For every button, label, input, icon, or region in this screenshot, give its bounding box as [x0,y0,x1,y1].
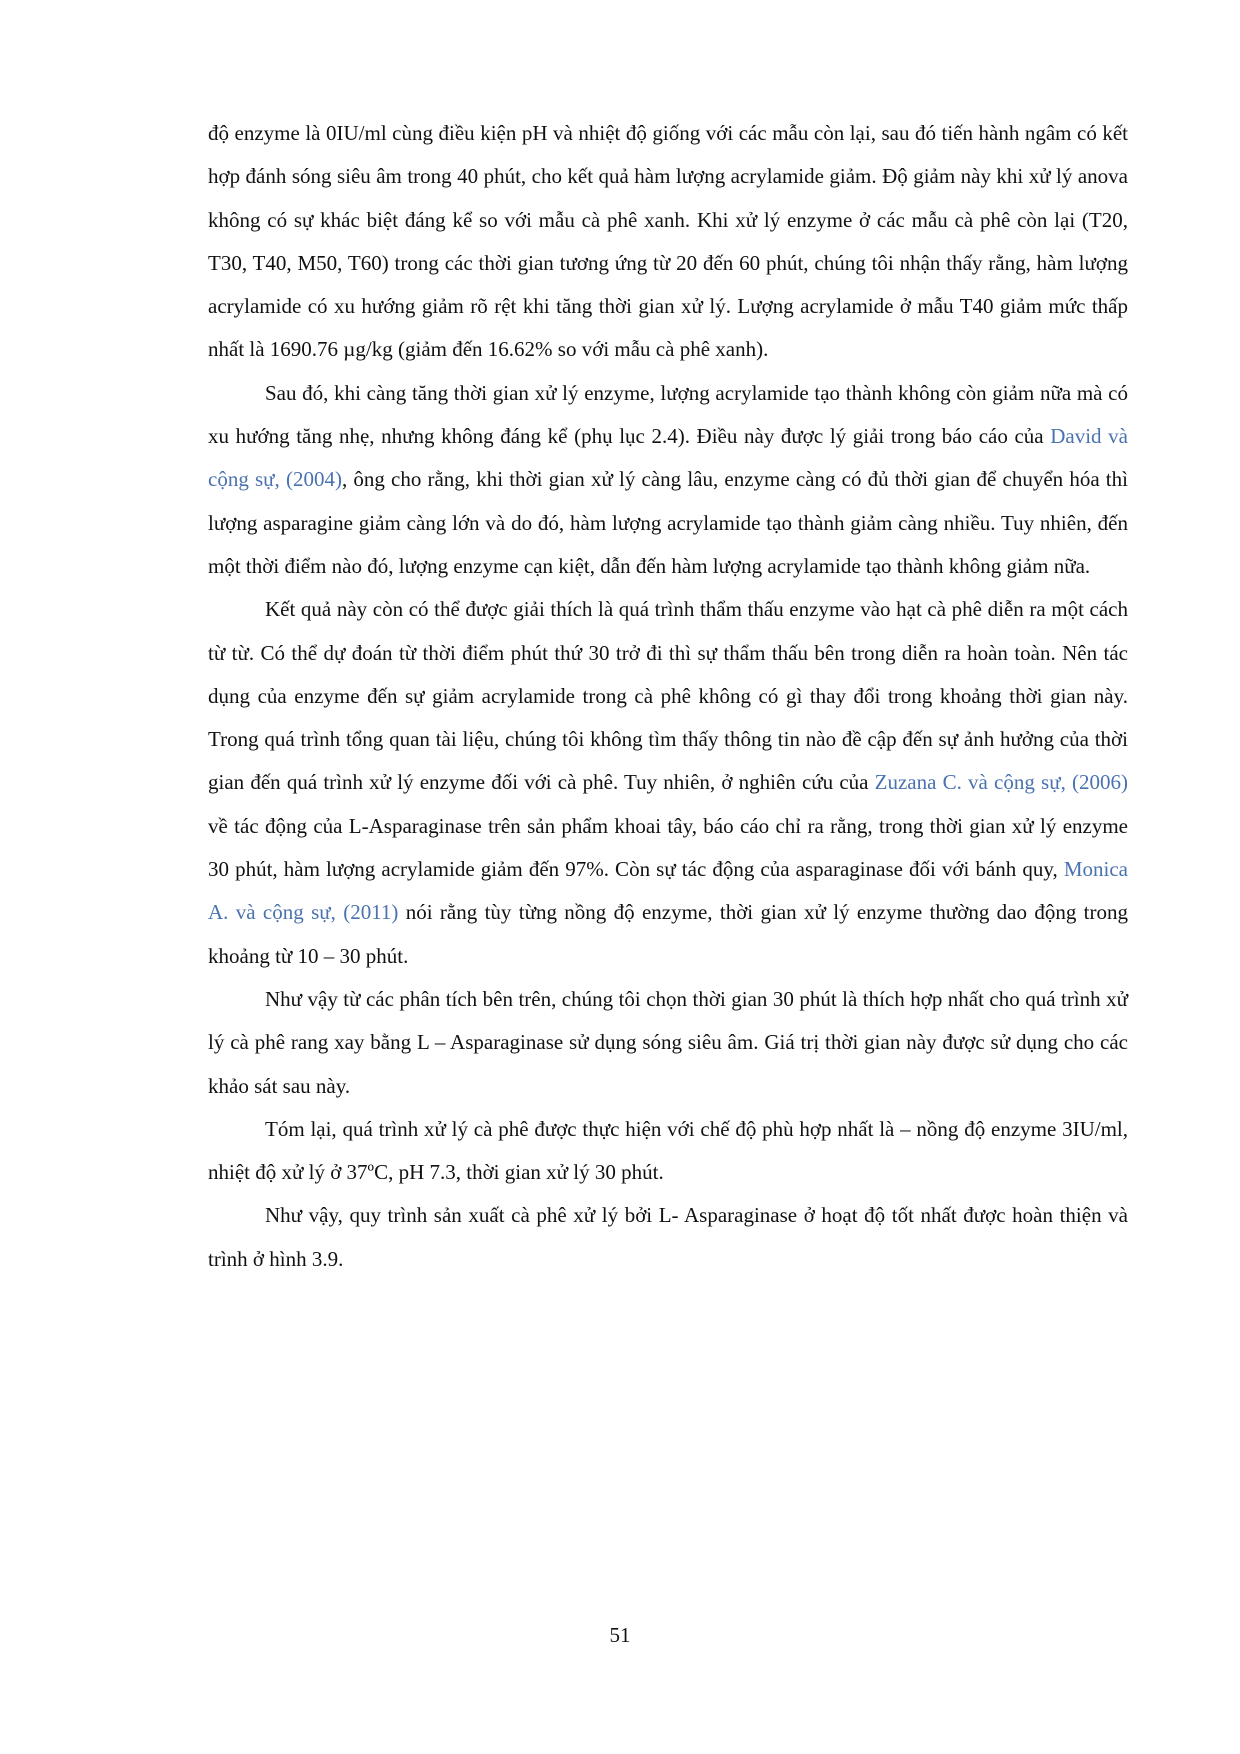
paragraph [208,372,1128,588]
paragraph-text: , ông cho rằng, khi thời gian xử lý càng lâu, enzyme càng có đủ thời gian để chuyển hóa thì lượng asparagine giảm càng lớn và do đó, hàm lượng acrylamide tạo thành giảm càng nhiều. Tuy nhiên, đến một thời điểm nào đó, lượng enzyme cạn kiệt, dẫn đến hàm lượng acrylamide tạo thành không giảm nữa. [208,467,1128,578]
paragraph [208,978,1128,1108]
page-body [208,112,1128,1281]
paragraph-text: độ enzyme là 0IU/ml cùng điều kiện pH và nhiệt độ giống với các mẫu còn lại, sau đó tiến hành ngâm có kết hợp đánh sóng siêu âm trong 40 phút, cho kết quả hàm lượng acrylamide giảm. Độ giảm này khi xử lý anova không có sự khác biệt đáng kể so với mẫu cà phê xanh. Khi xử lý enzyme ở các mẫu cà phê còn lại (T20, T30, T40, M50, T60) trong các thời gian tương ứng từ 20 đến 60 phút, chúng tôi nhận thấy rằng, hàm lượng acrylamide có xu hướng giảm rõ rệt khi tăng thời gian xử lý. Lượng acrylamide ở mẫu T40 giảm mức thấp nhất là 1690.76 µg/kg (giảm đến 16.62% so với mẫu cà phê xanh). [208,121,1128,362]
paragraph [208,1194,1128,1281]
citation-link[interactable]: David và cộng sự, (2004) [208,424,1128,492]
paragraph-text: Như vậy, quy trình sản xuất cà phê xử lý bởi L- Asparaginase ở hoạt độ tốt nhất được hoàn thiện và trình ở hình 3.9. [208,1203,1128,1271]
paragraph [208,112,1128,372]
paragraph-text: về tác động của L-Asparaginase trên sản phẩm khoai tây, báo cáo chỉ ra rằng, trong thời gian xử lý enzyme 30 phút, hàm lượng acrylamide giảm đến 97%. Còn sự tác động của asparaginase đối với bánh quy, [208,813,1128,882]
paragraph-text: Sau đó, khi càng tăng thời gian xử lý enzyme, lượng acrylamide tạo thành không còn giảm nữa mà có xu hướng tăng nhẹ, nhưng không đáng kể (phụ lục 2.4). Điều này được lý giải trong báo cáo của [208,380,1128,449]
paragraph [208,588,1128,978]
citation-link[interactable]: Monica A. và cộng sự, (2011) [208,857,1128,925]
paragraph [208,1108,1128,1195]
paragraph-text: Tóm lại, quá trình xử lý cà phê được thực hiện với chế độ phù hợp nhất là – nồng độ enzyme 3IU/ml, nhiệt độ xử lý ở 37ºC, pH 7.3, thời gian xử lý 30 phút. [208,1116,1128,1185]
citation-link[interactable]: Zuzana C. và cộng sự, (2006) [874,770,1128,795]
paragraph-text: Như vậy từ các phân tích bên trên, chúng tôi chọn thời gian 30 phút là thích hợp nhất cho quá trình xử lý cà phê rang xay bằng L – Asparaginase sử dụng sóng siêu âm. Giá trị thời gian này được sử dụng cho các khảo sát sau này. [208,986,1128,1098]
page-number: 51 [609,1623,631,1647]
paragraph-text: nói rằng tùy từng nồng độ enzyme, thời gian xử lý enzyme thường dao động trong khoảng từ 10 – 30 phút. [208,900,1128,968]
paragraph-text: Kết quả này còn có thể được giải thích là quá trình thẩm thấu enzyme vào hạt cà phê diễn ra một cách từ từ. Có thể dự đoán từ thời điểm phút thứ 30 trở đi thì sự thẩm thấu bên trong diễn ra hoàn toàn. Nên tác dụng của enzyme đến sự giảm acrylamide trong cà phê không có gì thay đổi trong khoảng thời gian này. Trong quá trình tổng quan tài liệu, chúng tôi không tìm thấy thông tin nào đề cập đến sự ảnh hưởng của thời gian đến quá trình xử lý enzyme đối với cà phê. Tuy nhiên, ở nghiên cứu của [208,597,1128,795]
